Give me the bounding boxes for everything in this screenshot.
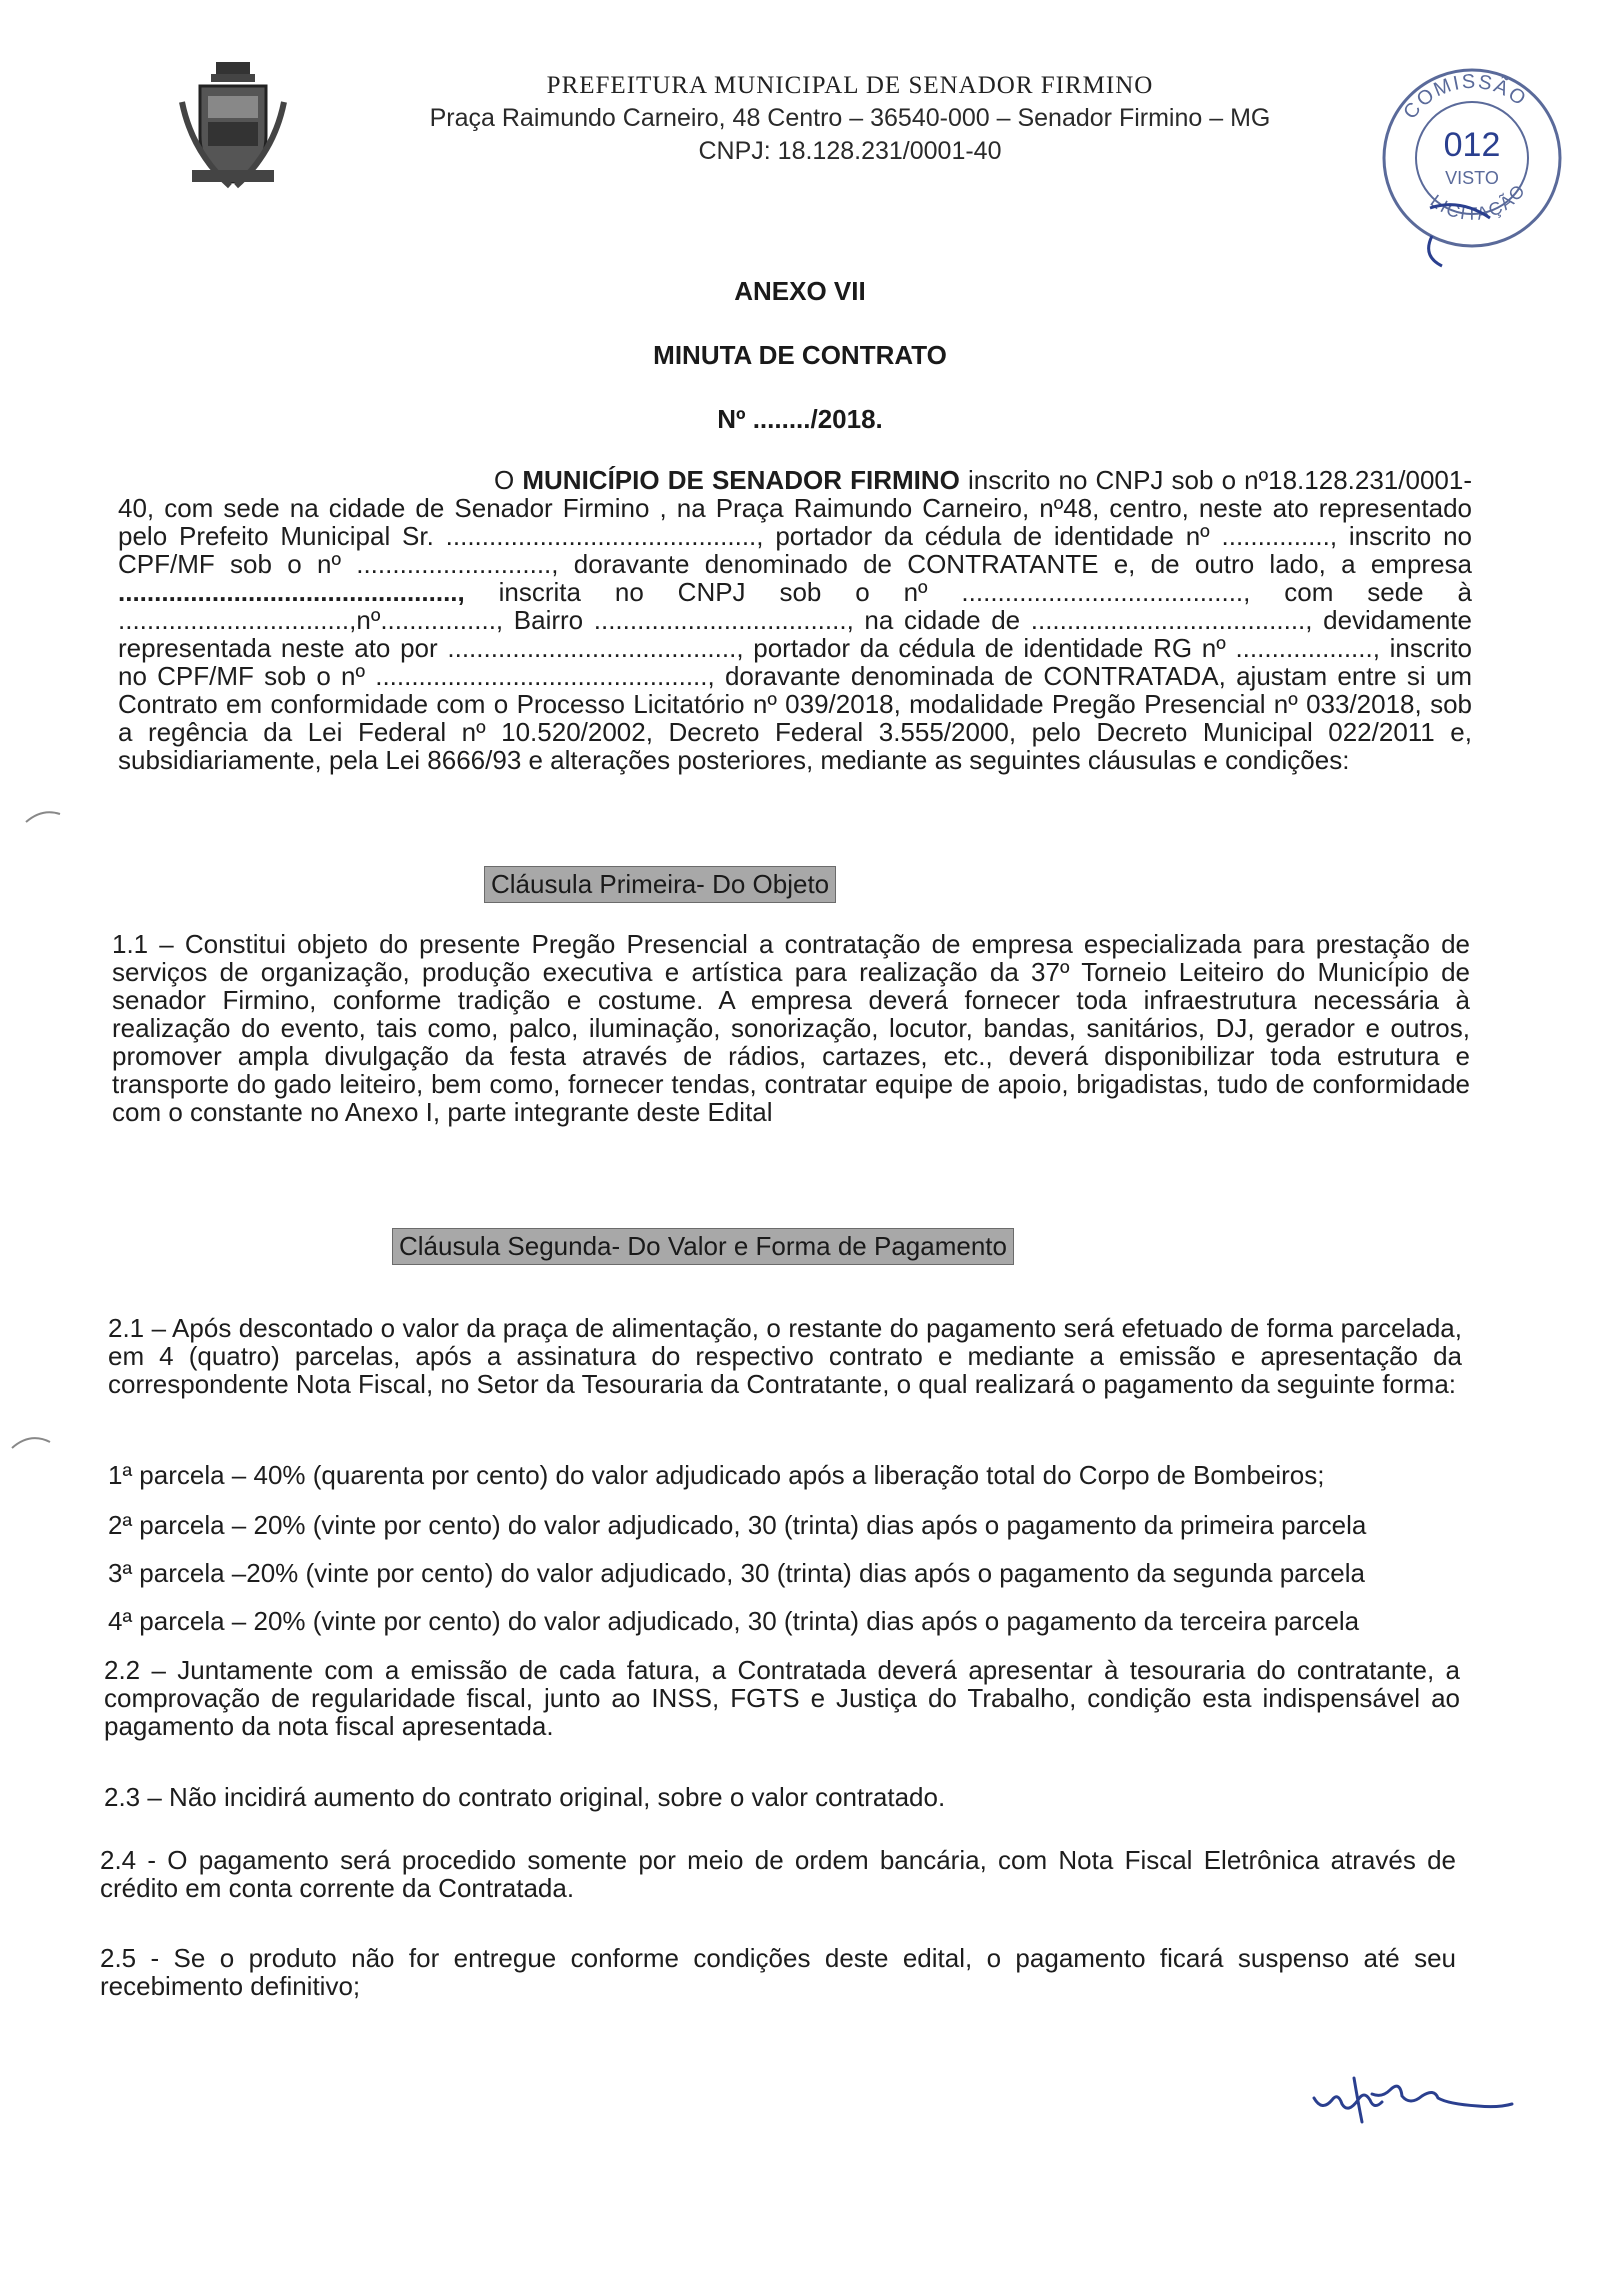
clause-1-heading: Cláusula Primeira- Do Objeto	[484, 866, 836, 903]
installment-item: 1ª parcela – 40% (quarenta por cento) do valor adjudicado após a liberação total do Corpo de Bombeiros;	[108, 1460, 1325, 1490]
org-cnpj: CNPJ: 18.128.231/0001-40	[698, 137, 1002, 165]
org-name: PREFEITURA MUNICIPAL DE SENADOR FIRMINO	[546, 72, 1154, 99]
stamp-visto: VISTO	[1445, 168, 1499, 188]
stamp-bottom-text: LICITAÇÃO	[1426, 179, 1531, 224]
intro-paragraph	[118, 466, 1472, 774]
municipal-crest-icon	[178, 62, 288, 190]
commission-stamp	[1372, 58, 1572, 268]
intro-text-2: inscrita no CNPJ sob o nº ......................................., com sede à ................................,nº................, Bairro ..................................., na cidade de ......................................, devidamente representada neste ato por ........................................, portador da cédula de identidade RG nº ..................., inscrito no CPF/MF sob o nº .............................................., doravante denominada de CONTRATADA, ajustam entre si um Contrato em conformidade com o Processo Licitatório nº 039/2018, modalidade Pregão Presencial nº 033/2018, sob a regência da Lei Federal nº 10.520/2002, Decreto Federal 3.555/2000, pelo Decreto Municipal 022/2011 e, subsidiariamente, pela Lei 8666/93 e alterações posteriores, mediante as seguintes cláusulas e condições:	[118, 577, 1472, 775]
letterhead	[330, 72, 1370, 166]
clause-2-4-paragraph: 2.4 - O pagamento será procedido somente por meio de ordem bancária, com Nota Fiscal Eletrônica através de crédito em conta corrente da Contratada.	[100, 1845, 1456, 1903]
intro-lead: O	[494, 465, 515, 495]
signature-mark	[1310, 2060, 1530, 2130]
clause-1-paragraph: 1.1 – Constitui objeto do presente Pregão Presencial a contratação de empresa especializada para prestação de serviços de organização, produção executiva e artística para realização da 37º Torneio Leiteiro do Município de senador Firmino, conforme tradição e costume. A empresa deverá fornecer toda infraestrutura necessária à realização do evento, tais como, palco, iluminação, sonorização, locutor, bandas, sanitários, DJ, gerador e outros, promover ampla divulgação da festa através de rádios, cartazes, etc., deverá disponibilizar toda estrutura e transporte do gado leiteiro, bem como, fornecer tendas, contratar equipe de apoio, brigadistas, tudo de conformidade com o constante no Anexo I, parte integrante deste Edital	[112, 929, 1470, 1127]
clause-2-5-paragraph: 2.5 - Se o produto não for entregue conforme condições deste edital, o pagamento ficará suspenso até seu recebimento definitivo;	[100, 1943, 1456, 2001]
intro-text: inscrito no CNPJ sob o nº18.128.231/0001-40, com sede na cidade de Senador Firmino , na Praça Raimundo Carneiro, nº48, centro, neste ato representado pelo Prefeito Municipal Sr. ..........................................., portador da cédula de identidade nº ..............., inscrito no CPF/MF sob o nº ..........................., doravante denominado de CONTRATANTE e, de outro lado, a empresa	[118, 465, 1472, 579]
clause-2-1-paragraph: 2.1 – Após descontado o valor da praça de alimentação, o restante do pagamento será efetuado de forma parcelada, em 4 (quatro) parcelas, após a assinatura do respectivo contrato e mediante a emissão e apresentação da correspondente Nota Fiscal, no Setor da Tesouraria da Contratante, o qual realizará o pagamento da seguinte forma:	[108, 1313, 1462, 1399]
intro-company-dots: ...............................................,	[118, 577, 465, 607]
installment-item: 3ª parcela –20% (vinte por cento) do valor adjudicado, 30 (trinta) dias após o pagamento da segunda parcela	[108, 1558, 1365, 1588]
contract-title: MINUTA DE CONTRATO	[653, 340, 947, 370]
clause-2-2-paragraph: 2.2 – Juntamente com a emissão de cada fatura, a Contratada deverá apresentar à tesouraria do contratante, a comprovação de regularidade fiscal, junto ao INSS, FGTS e Justiça do Trabalho, condição esta indispensável ao pagamento da nota fiscal apresentada.	[104, 1655, 1460, 1741]
margin-mark	[10, 1432, 54, 1452]
org-address: Praça Raimundo Carneiro, 48 Centro – 36540-000 – Senador Firmino – MG	[429, 104, 1271, 132]
contract-number: Nº ......../2018.	[717, 404, 883, 434]
intro-party: MUNICÍPIO DE SENADOR FIRMINO	[522, 465, 960, 495]
installment-item: 4ª parcela – 20% (vinte por cento) do valor adjudicado, 30 (trinta) dias após o pagamento da terceira parcela	[108, 1606, 1360, 1636]
installment-item: 2ª parcela – 20% (vinte por cento) do valor adjudicado, 30 (trinta) dias após o pagamento da primeira parcela	[108, 1510, 1367, 1540]
margin-mark	[24, 806, 64, 826]
stamp-top-text: COMISSÃO	[1399, 70, 1532, 124]
clause-2-3-paragraph: 2.3 – Não incidirá aumento do contrato original, sobre o valor contratado.	[104, 1782, 946, 1812]
annex-title: ANEXO VII	[734, 276, 866, 306]
clause-2-heading: Cláusula Segunda- Do Valor e Forma de Pagamento	[392, 1228, 1014, 1265]
stamp-number: 012	[1443, 126, 1501, 164]
